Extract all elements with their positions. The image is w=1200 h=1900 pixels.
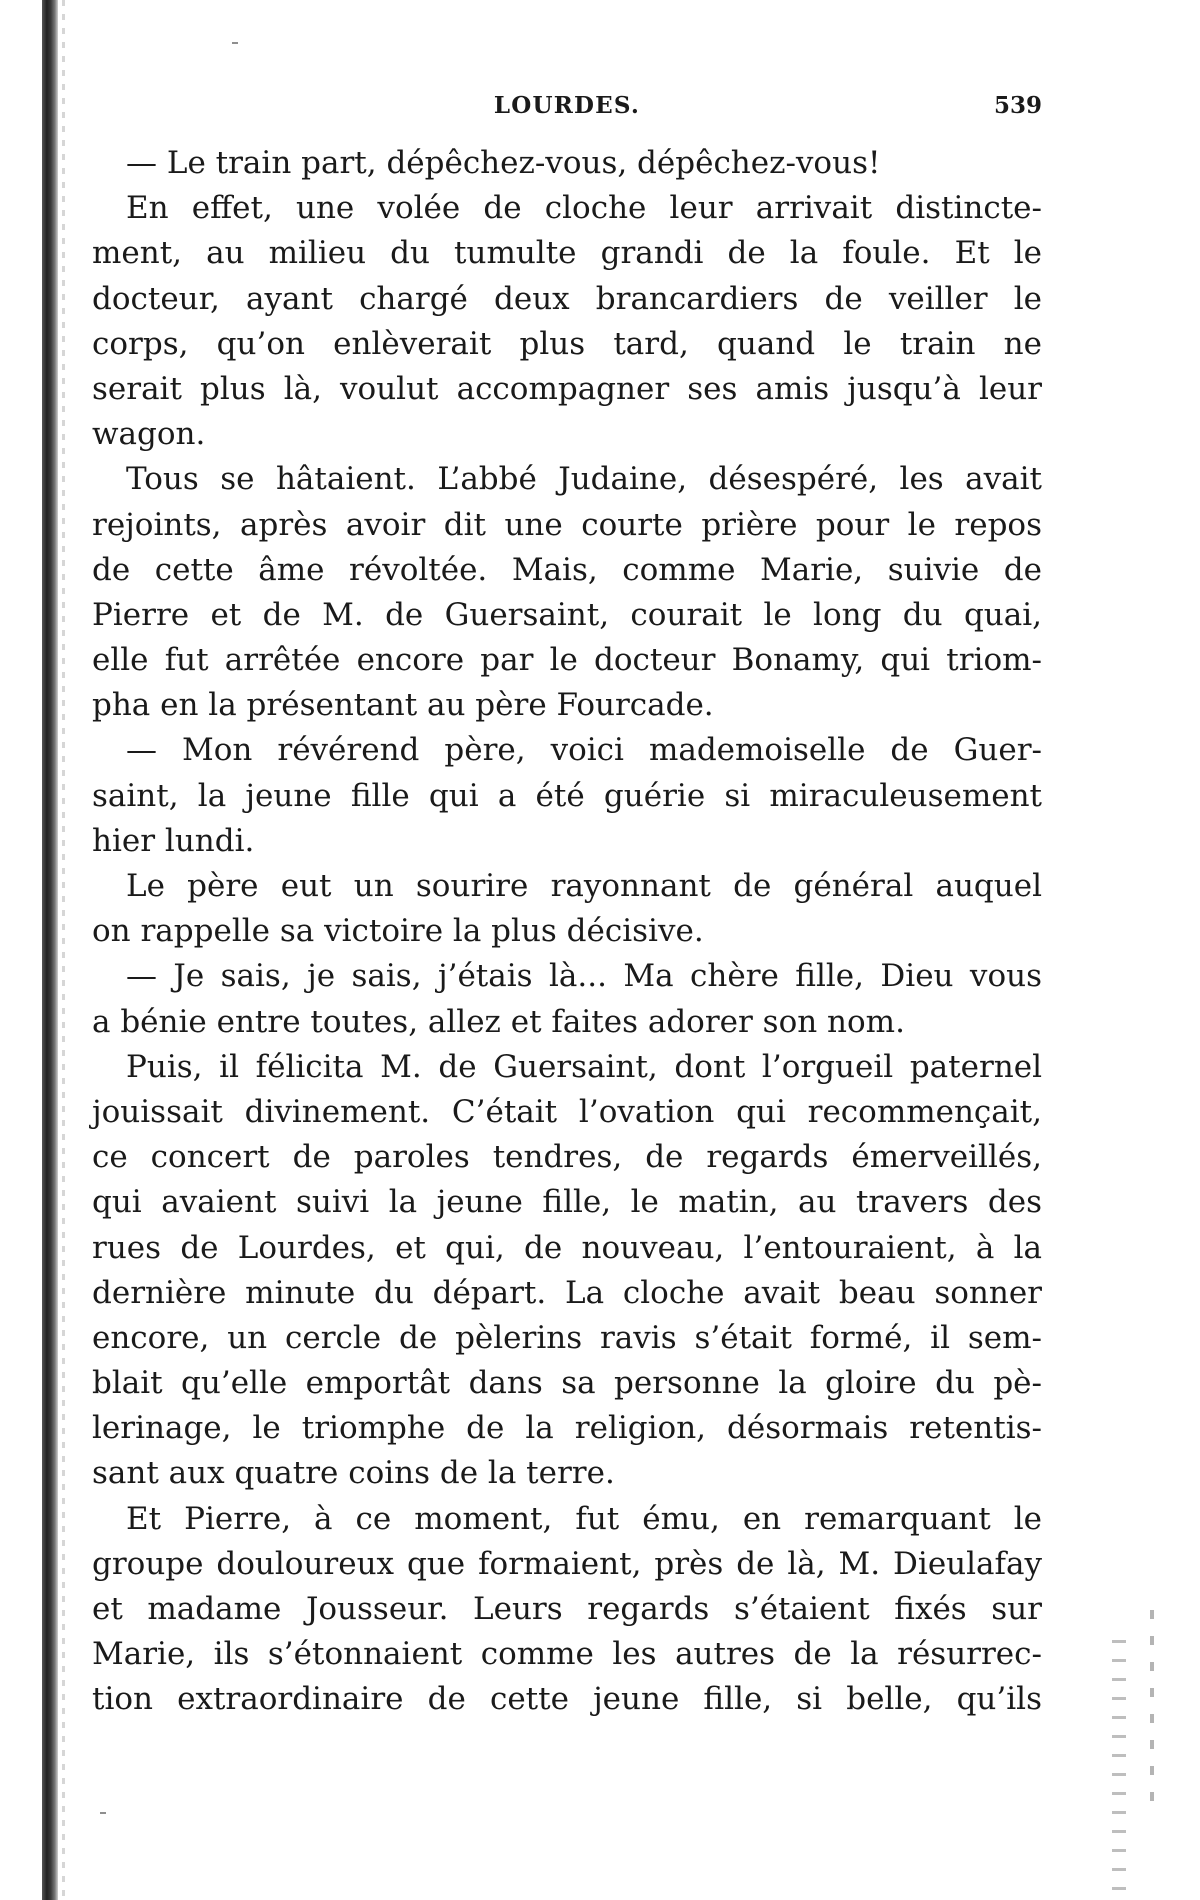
binding-shadow	[62, 0, 65, 1900]
text-line: En effet, une volée de cloche leur arrivait distincte-	[126, 190, 1042, 227]
text-line: Pierre et de M. de Guersaint, courait le long du quai,	[92, 596, 1042, 633]
text-line: wagon.	[92, 416, 206, 453]
book-binding-edge	[42, 0, 58, 1900]
text-line: Puis, il félicita M. de Guersaint, dont l’orgueil paternel	[126, 1048, 1042, 1085]
text-line: corps, qu’on enlèverait plus tard, quand le train ne	[92, 325, 1042, 362]
text-line: — Mon révérend père, voici mademoiselle de Guer-	[126, 732, 1042, 769]
text-line: serait plus là, voulut accompagner ses amis jusqu’à leur	[92, 370, 1042, 407]
text-line: et madame Jousseur. Leurs regards s’étaient fixés sur	[92, 1591, 1042, 1627]
text-line: pha en la présentant au père Fourcade.	[92, 687, 714, 724]
text-line: Le père eut un sourire rayonnant de général auquel	[126, 868, 1042, 904]
text-line: qui avaient suivi la jeune fille, le matin, au travers des	[92, 1184, 1042, 1221]
text-line: Marie, ils s’étonnaient comme les autres de la résurrec-	[92, 1636, 1042, 1673]
text-line: blait qu’elle emportât dans sa personne la gloire du pè-	[92, 1365, 1042, 1402]
page-header	[92, 92, 1042, 132]
text-line: Et Pierre, à ce moment, fut ému, en remarquant le	[126, 1500, 1042, 1537]
text-line: rues de Lourdes, et qui, de nouveau, l’entouraient, à la	[92, 1229, 1042, 1266]
text-line: de cette âme révoltée. Mais, comme Marie, suivie de	[92, 551, 1042, 588]
text-line: tion extraordinaire de cette jeune fille, si belle, qu’ils	[92, 1681, 1042, 1718]
margin-scan-marks-secondary	[1150, 1610, 1154, 1810]
text-line: docteur, ayant chargé deux brancardiers de veiller le	[92, 280, 1042, 317]
text-line: Tous se hâtaient. L’abbé Judaine, désespéré, les avait	[126, 461, 1042, 498]
text-line: lerinage, le triomphe de la religion, désormais retentis-	[92, 1410, 1042, 1447]
text-line: ce concert de paroles tendres, de regards émerveillés,	[92, 1139, 1042, 1176]
text-line: ment, au milieu du tumulte grandi de la foule. Et le	[92, 235, 1042, 272]
text-line: encore, un cercle de pèlerins ravis s’était formé, il sem-	[92, 1319, 1042, 1356]
text-line: — Je sais, je sais, j’étais là... Ma chère fille, Dieu vous	[126, 958, 1042, 995]
body-text	[92, 141, 1042, 1723]
text-line: rejoints, après avoir dit une courte prière pour le repos	[92, 506, 1042, 543]
text-line: jouissait divinement. C’était l’ovation qui recommençait,	[92, 1093, 1042, 1130]
text-line: — Le train part, dépêchez-vous, dépêchez-vous!	[126, 145, 881, 181]
text-line: saint, la jeune fille qui a été guérie si miraculeusement	[92, 777, 1042, 814]
text-line: on rappelle sa victoire la plus décisive.	[92, 913, 704, 950]
text-line: hier lundi.	[92, 822, 255, 859]
margin-scan-marks	[1112, 1640, 1126, 1890]
page-number: 539	[993, 92, 1042, 119]
running-title: LOURDES.	[493, 92, 641, 119]
text-line: dernière minute du départ. La cloche avait beau sonner	[92, 1274, 1042, 1311]
scan-speck	[100, 1812, 106, 1814]
scan-speck	[232, 42, 238, 44]
text-line: a bénie entre toutes, allez et faites adorer son nom.	[92, 1003, 905, 1040]
text-line: groupe douloureux que formaient, près de là, M. Dieulafay	[92, 1545, 1042, 1582]
text-line: sant aux quatre coins de la terre.	[92, 1455, 615, 1492]
text-line: elle fut arrêtée encore par le docteur Bonamy, qui triom-	[92, 642, 1042, 679]
